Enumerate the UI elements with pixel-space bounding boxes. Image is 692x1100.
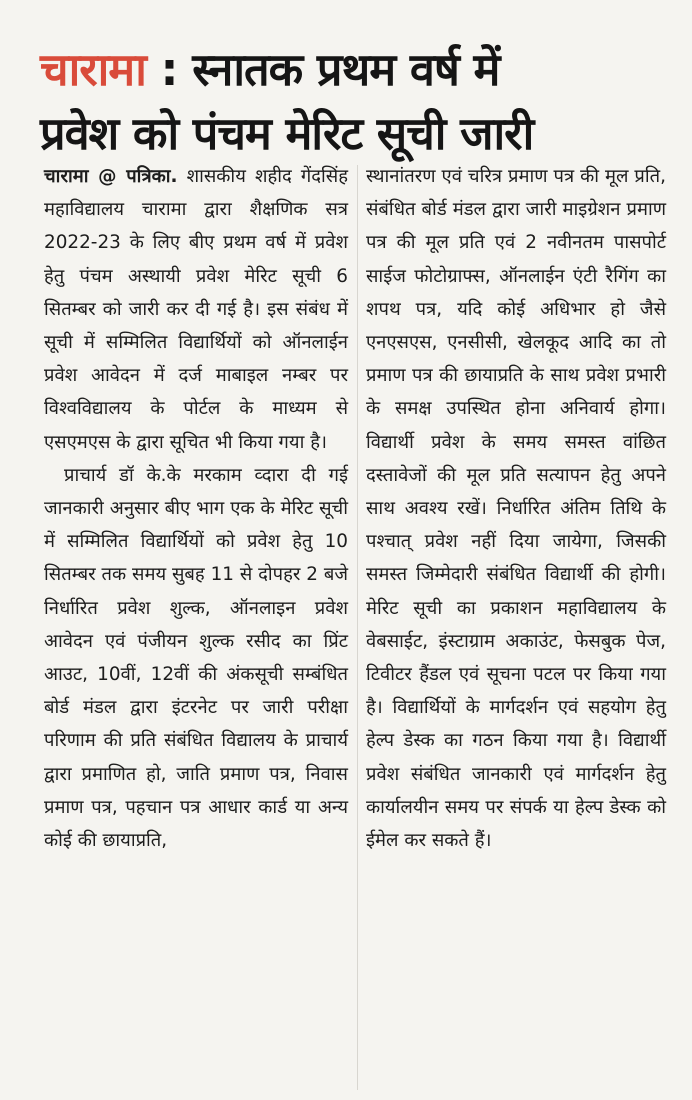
article-paragraph-1 <box>44 160 348 459</box>
headline-line-2: प्रवेश को पंचम मेरिट सूची जारी <box>40 107 534 161</box>
headline-line-1 <box>40 38 680 102</box>
headline-place: चारामा <box>40 43 146 97</box>
article-paragraph-2: प्राचार्य डॉ के.के मरकाम व्दारा दी गई जानकारी अनुसार बीए भाग एक के मेरिट सूची में सम्मिलित विद्यार्थियों को प्रवेश हेतु 10 सितम्बर तक समय सुबह 11 से दोपहर 2 बजे निर्धारित प्रवेश शुल्क, ऑनलाइन प्रवेश आवेदन एवं पंजीयन शुल्क रसीद का प्रिंट आउट, 10वीं, 12वीं की अंकसूची सम्बंधित बोर्ड मंडल द्वारा इंटरनेट पर जारी परीक्षा परिणाम की प्रति संबंधित विद्यालय के प्राचार्य द्वारा प्रमाणित हो, जाति प्रमाण पत्र, निवास प्रमाण पत्र, पहचान पत्र आधार कार्ड या अन्य कोई की छायाप्रति, <box>44 464 348 852</box>
headline-line-1-text: स्नातक प्रथम वर्ष में <box>177 43 500 97</box>
headline-separator: : <box>145 43 178 97</box>
headline <box>40 38 680 166</box>
column-divider <box>357 165 358 1090</box>
article-paragraph-1-text: शासकीय शहीद गेंदसिंह महाविद्यालय चारामा द्वारा शैक्षणिक सत्र 2022-23 के लिए बीए प्रथम वर्ष में प्रवेश हेतु पंचम अस्थायी प्रवेश मेरिट सूची 6 सितम्बर को जारी कर दी गई है। इस संबंध में सूची में सम्मिलित विद्यार्थियों को ऑनलाईन प्रवेश आवेदन में दर्ज माबाइल नम्बर पर विश्वविद्यालय के पोर्टल के माध्यम से एसएमएस के द्वारा सूचित भी किया गया है। <box>44 166 348 453</box>
article-column-right <box>366 160 666 857</box>
dateline: चारामा @ पत्रिका. <box>44 166 178 187</box>
article-column-left <box>44 160 348 857</box>
article-paragraph-3: स्थानांतरण एवं चरित्र प्रमाण पत्र की मूल प्रति, संबंधित बोर्ड मंडल द्वारा जारी माइग्रेशन प्रमाण पत्र की मूल प्रति एवं 2 नवीनतम पासपोर्ट साईज फोटोग्राफ्स, ऑनलाईन एंटी रैगिंग का शपथ पत्र, यदि कोई अधिभार हो जैसे एनएसएस, एनसीसी, खेलकूद आदि का तो प्रमाण पत्र की छायाप्रति के साथ प्रवेश प्रभारी के समक्ष उपस्थित होना अनिवार्य होगा। विद्यार्थी प्रवेश के समय समस्त वांछित दस्तावेजों की मूल प्रति सत्यापन हेतु अपने साथ अवश्य रखें। निर्धारित अंतिम तिथि के पश्चात् प्रवेश नहीं दिया जायेगा, जिसकी समस्त जिम्मेदारी संबंधित विद्यार्थी की होगी। मेरिट सूची का प्रकाशन महाविद्यालय के वेबसाईट, इंस्टाग्राम अकाउंट, फेसबुक पेज, टिवीटर हैंडल एवं सूचना पटल पर किया गया है। विद्यार्थियों के मार्गदर्शन एवं सहयोग हेतु हेल्प डेस्क का गठन किया गया है। विद्यार्थी प्रवेश संबंधित जानकारी एवं मार्गदर्शन हेतु कार्यालयीन समय पर संपर्क या हेल्प डेस्क को ईमेल कर सकते हैं। <box>366 166 666 852</box>
